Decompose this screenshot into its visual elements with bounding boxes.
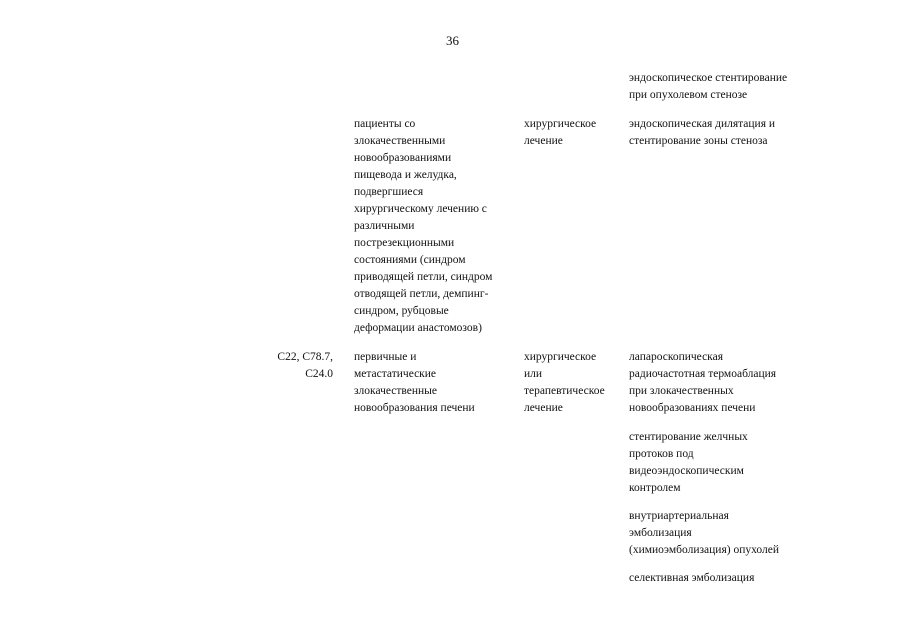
text-line: различными xyxy=(354,220,415,232)
row-0-method xyxy=(629,70,829,104)
text-line: лапароскопическая xyxy=(629,351,723,363)
text-line: (химиоэмболизация) опухолей xyxy=(629,544,780,556)
text-line: видеоэндоскопическим xyxy=(629,465,744,477)
row-1-treatment-type xyxy=(524,116,624,150)
text-line: приводящей петли, синдром xyxy=(354,271,493,283)
text-line: состояниями (синдром xyxy=(354,254,466,266)
text-line: отводящей петли, демпинг- xyxy=(354,288,489,300)
text-line: C22, C78.7, xyxy=(277,351,333,363)
text-line: хирургическое xyxy=(524,351,597,363)
row-2-method-3 xyxy=(629,508,829,559)
text-line: пациенты со xyxy=(354,118,416,130)
row-2-method-2 xyxy=(629,429,829,497)
text-line: пострезекционными xyxy=(354,237,455,249)
row-2-method-4 xyxy=(629,570,829,587)
row-2-method-1 xyxy=(629,349,829,417)
text-line: синдром, рубцовые xyxy=(354,305,449,317)
text-line: новообразованиях печени xyxy=(629,402,756,414)
text-line: подвергшиеся xyxy=(354,186,424,198)
row-2-treatment-type xyxy=(524,349,624,417)
row-2-icd-codes xyxy=(265,349,333,383)
text-line: эндоскопическое стентирование xyxy=(629,72,788,84)
text-line: хирургическому лечению с xyxy=(354,203,487,215)
text-line: протоков под xyxy=(629,448,694,460)
text-line: внутриартериальная xyxy=(629,510,729,522)
text-line: терапевтическое xyxy=(524,385,605,397)
text-line: злокачественные xyxy=(354,385,437,397)
text-line: метастатические xyxy=(354,368,437,380)
text-line: селективная эмболизация xyxy=(629,572,755,584)
text-line: контролем xyxy=(629,482,681,494)
text-line: или xyxy=(524,368,543,380)
row-1-method xyxy=(629,116,829,150)
text-line: эмболизация xyxy=(629,527,692,539)
text-line: новообразованиями xyxy=(354,152,452,164)
text-line: C24.0 xyxy=(305,368,333,380)
text-line: лечение xyxy=(524,135,563,147)
text-line: хирургическое xyxy=(524,118,597,130)
text-line: злокачественными xyxy=(354,135,446,147)
row-1-patients xyxy=(354,116,514,337)
page-number: 36 xyxy=(446,33,459,48)
text-line: стентирование зоны стеноза xyxy=(629,135,768,147)
text-line: новообразования печени xyxy=(354,402,475,414)
text-line: деформации анастомозов) xyxy=(354,322,482,334)
text-line: радиочастотная термоаблация xyxy=(629,368,777,380)
text-line: эндоскопическая дилятация и xyxy=(629,118,776,130)
row-2-patients xyxy=(354,349,514,417)
text-line: при злокачественных xyxy=(629,385,734,397)
text-line: первичные и xyxy=(354,351,417,363)
text-line: лечение xyxy=(524,402,563,414)
text-line: пищевода и желудка, xyxy=(354,169,457,181)
text-line: стентирование желчных xyxy=(629,431,748,443)
text-line: при опухолевом стенозе xyxy=(629,89,748,101)
